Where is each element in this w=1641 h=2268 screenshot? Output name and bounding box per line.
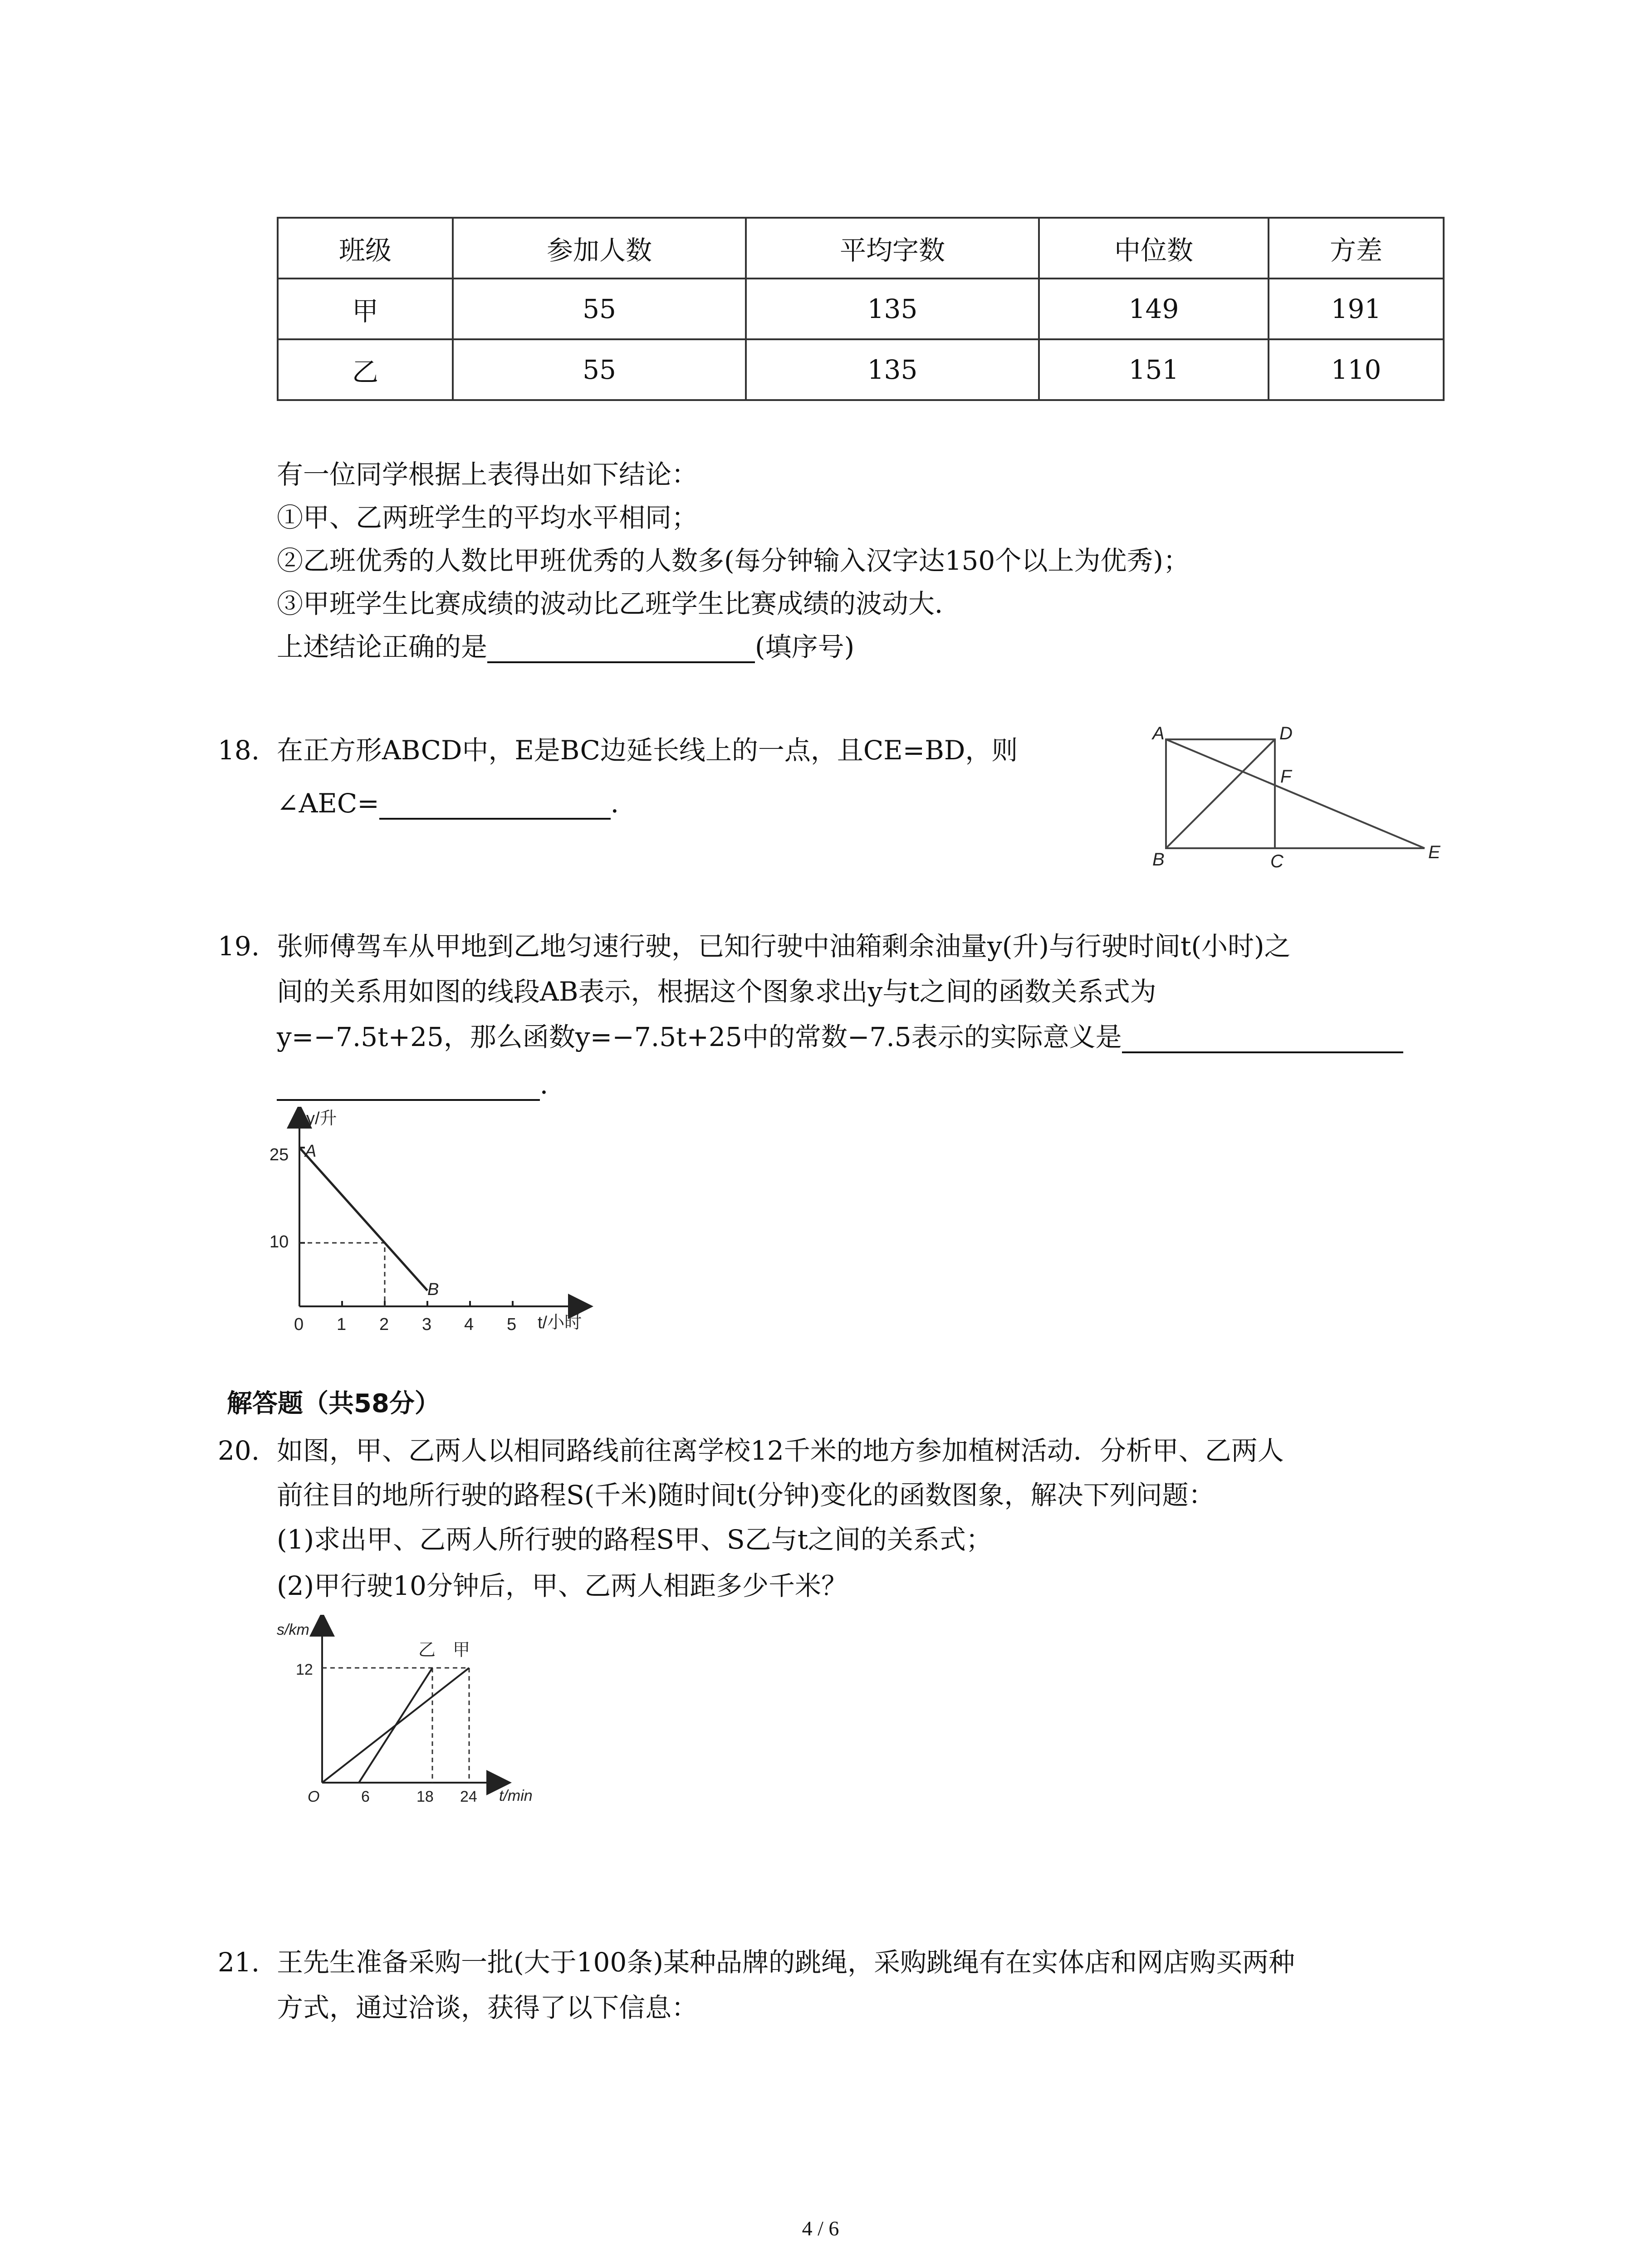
q18-line1: 在正方形ABCD中，E是BC边延长线上的一点，且CE=BD，则	[277, 735, 1018, 766]
q19-line3-text: y=−7.5t+25，那么函数y=−7.5t+25中的常数−7.5表示的实际意义是	[277, 1022, 1122, 1052]
diagonal-bd	[1166, 739, 1275, 848]
table-cell: 甲	[278, 279, 453, 339]
y-tick-label: 10	[269, 1232, 289, 1251]
answer-blank[interactable]	[379, 791, 611, 820]
table-cell: 乙	[278, 339, 453, 400]
reference-dashed-line	[299, 1243, 385, 1306]
q17-conclusion-2: ②乙班优秀的人数比甲班优秀的人数多(每分钟输入汉字达150个以上为优秀)；	[277, 545, 1190, 576]
x-axis-label: t/小时	[538, 1313, 582, 1332]
table-header-cell: 参加人数	[453, 218, 746, 279]
x-tick-label: 5	[507, 1315, 517, 1334]
q19-line1: 张师傅驾车从甲地到乙地匀速行驶，已知行驶中油箱剩余油量y(升)与行驶时间t(小时)之	[277, 931, 1291, 962]
distance-graph	[254, 1615, 581, 1814]
label-e: E	[1428, 842, 1440, 862]
label-a: A	[1152, 723, 1165, 743]
segment-ab	[299, 1148, 427, 1290]
table-row	[278, 339, 1444, 400]
answer-blank[interactable]	[487, 634, 755, 663]
table-header-cell: 平均字数	[746, 218, 1039, 279]
label-f: F	[1280, 767, 1292, 787]
series-label-jia: 甲	[453, 1641, 470, 1660]
x-tick-label: 18	[416, 1788, 434, 1805]
stats-table	[277, 217, 1445, 401]
x-tick-label: 6	[361, 1788, 370, 1805]
x-axis-label: t/min	[499, 1787, 533, 1804]
table-cell: 191	[1269, 279, 1444, 339]
q17-question-prefix: 上述结论正确的是	[277, 631, 488, 662]
origin-label: O	[308, 1788, 320, 1805]
y-tick-label: 25	[269, 1145, 289, 1164]
q17-conclusion-1: ①甲、乙两班学生的平均水平相同；	[277, 502, 698, 533]
table-header-cell: 方差	[1269, 218, 1444, 279]
table-cell: 135	[746, 339, 1039, 400]
series-yi-line	[359, 1668, 432, 1783]
point-b-label: B	[427, 1280, 439, 1299]
table-header-cell: 中位数	[1039, 218, 1269, 279]
y-tick-label: 12	[296, 1661, 313, 1678]
q17-question	[277, 631, 854, 663]
y-axis-label: y/升	[306, 1109, 337, 1128]
q18-line2-suffix: ．	[610, 788, 637, 819]
q20-line1: 如图，甲、乙两人以相同路线前往离学校12千米的地方参加植树活动．分析甲、乙两人	[277, 1435, 1284, 1466]
label-c: C	[1270, 851, 1283, 871]
x-tick-label: 24	[460, 1788, 477, 1805]
page-number: 4 / 6	[802, 2217, 839, 2240]
q18-line2-prefix: ∠AEC=	[277, 788, 379, 819]
x-tick-label: 4	[464, 1315, 474, 1334]
table-header-row	[278, 218, 1444, 279]
q19-number: 19.	[218, 931, 260, 962]
q17-conclusion-3: ③甲班学生比赛成绩的波动比乙班学生比赛成绩的波动大．	[277, 588, 961, 619]
label-b: B	[1152, 850, 1165, 870]
x-tick-label: 0	[294, 1315, 304, 1334]
y-axis-label: s/km	[277, 1621, 309, 1638]
q21-line2: 方式，通过洽谈，获得了以下信息：	[277, 1992, 698, 2023]
q20-line2: 前往目的地所行驶的路程S(千米)随时间t(分钟)变化的函数图象，解决下列问题：	[277, 1480, 1215, 1510]
q20-number: 20.	[218, 1435, 260, 1466]
answer-blank[interactable]	[1122, 1024, 1403, 1053]
table-cell: 110	[1269, 339, 1444, 400]
q20-line4: (2)甲行驶10分钟后，甲、乙两人相距多少千米？	[277, 1570, 847, 1601]
table-cell: 55	[453, 279, 746, 339]
q18-line2	[277, 787, 637, 820]
table-row	[278, 279, 1444, 339]
q19-line3	[277, 1021, 1403, 1053]
q20-line3: (1)求出甲、乙两人所行驶的路程S甲、S乙与t之间的关系式；	[277, 1524, 992, 1555]
q17-question-suffix: (填序号)	[755, 631, 855, 662]
q19-line4	[277, 1068, 566, 1101]
x-tick-label: 2	[379, 1315, 389, 1334]
answer-blank[interactable]	[277, 1072, 540, 1101]
table-cell: 135	[746, 279, 1039, 339]
section-title: 解答题（共58分）	[227, 1389, 440, 1418]
q19-line2: 间的关系用如图的线段AB表示，根据这个图象求出y与t之间的函数关系式为	[277, 976, 1156, 1007]
x-tick-label: 1	[337, 1315, 347, 1334]
q18-number: 18.	[218, 735, 260, 766]
table-header-cell: 班级	[278, 218, 453, 279]
point-a-label: A	[305, 1142, 317, 1161]
q21-line1: 王先生准备采购一批(大于100条)某种品牌的跳绳，采购跳绳有在实体店和网店购买两种	[277, 1947, 1295, 1978]
square-figure	[1143, 721, 1461, 871]
q17-intro: 有一位同学根据上表得出如下结论：	[277, 459, 698, 490]
x-tick-label: 3	[422, 1315, 432, 1334]
table-cell: 55	[453, 339, 746, 400]
segment-ae	[1166, 739, 1425, 848]
series-label-yi: 乙	[418, 1641, 436, 1660]
q21-number: 21.	[218, 1947, 260, 1978]
table-cell: 151	[1039, 339, 1269, 400]
label-d: D	[1279, 723, 1293, 743]
fuel-graph	[254, 1107, 599, 1343]
table-cell: 149	[1039, 279, 1269, 339]
q19-line4-suffix: ．	[540, 1069, 567, 1100]
